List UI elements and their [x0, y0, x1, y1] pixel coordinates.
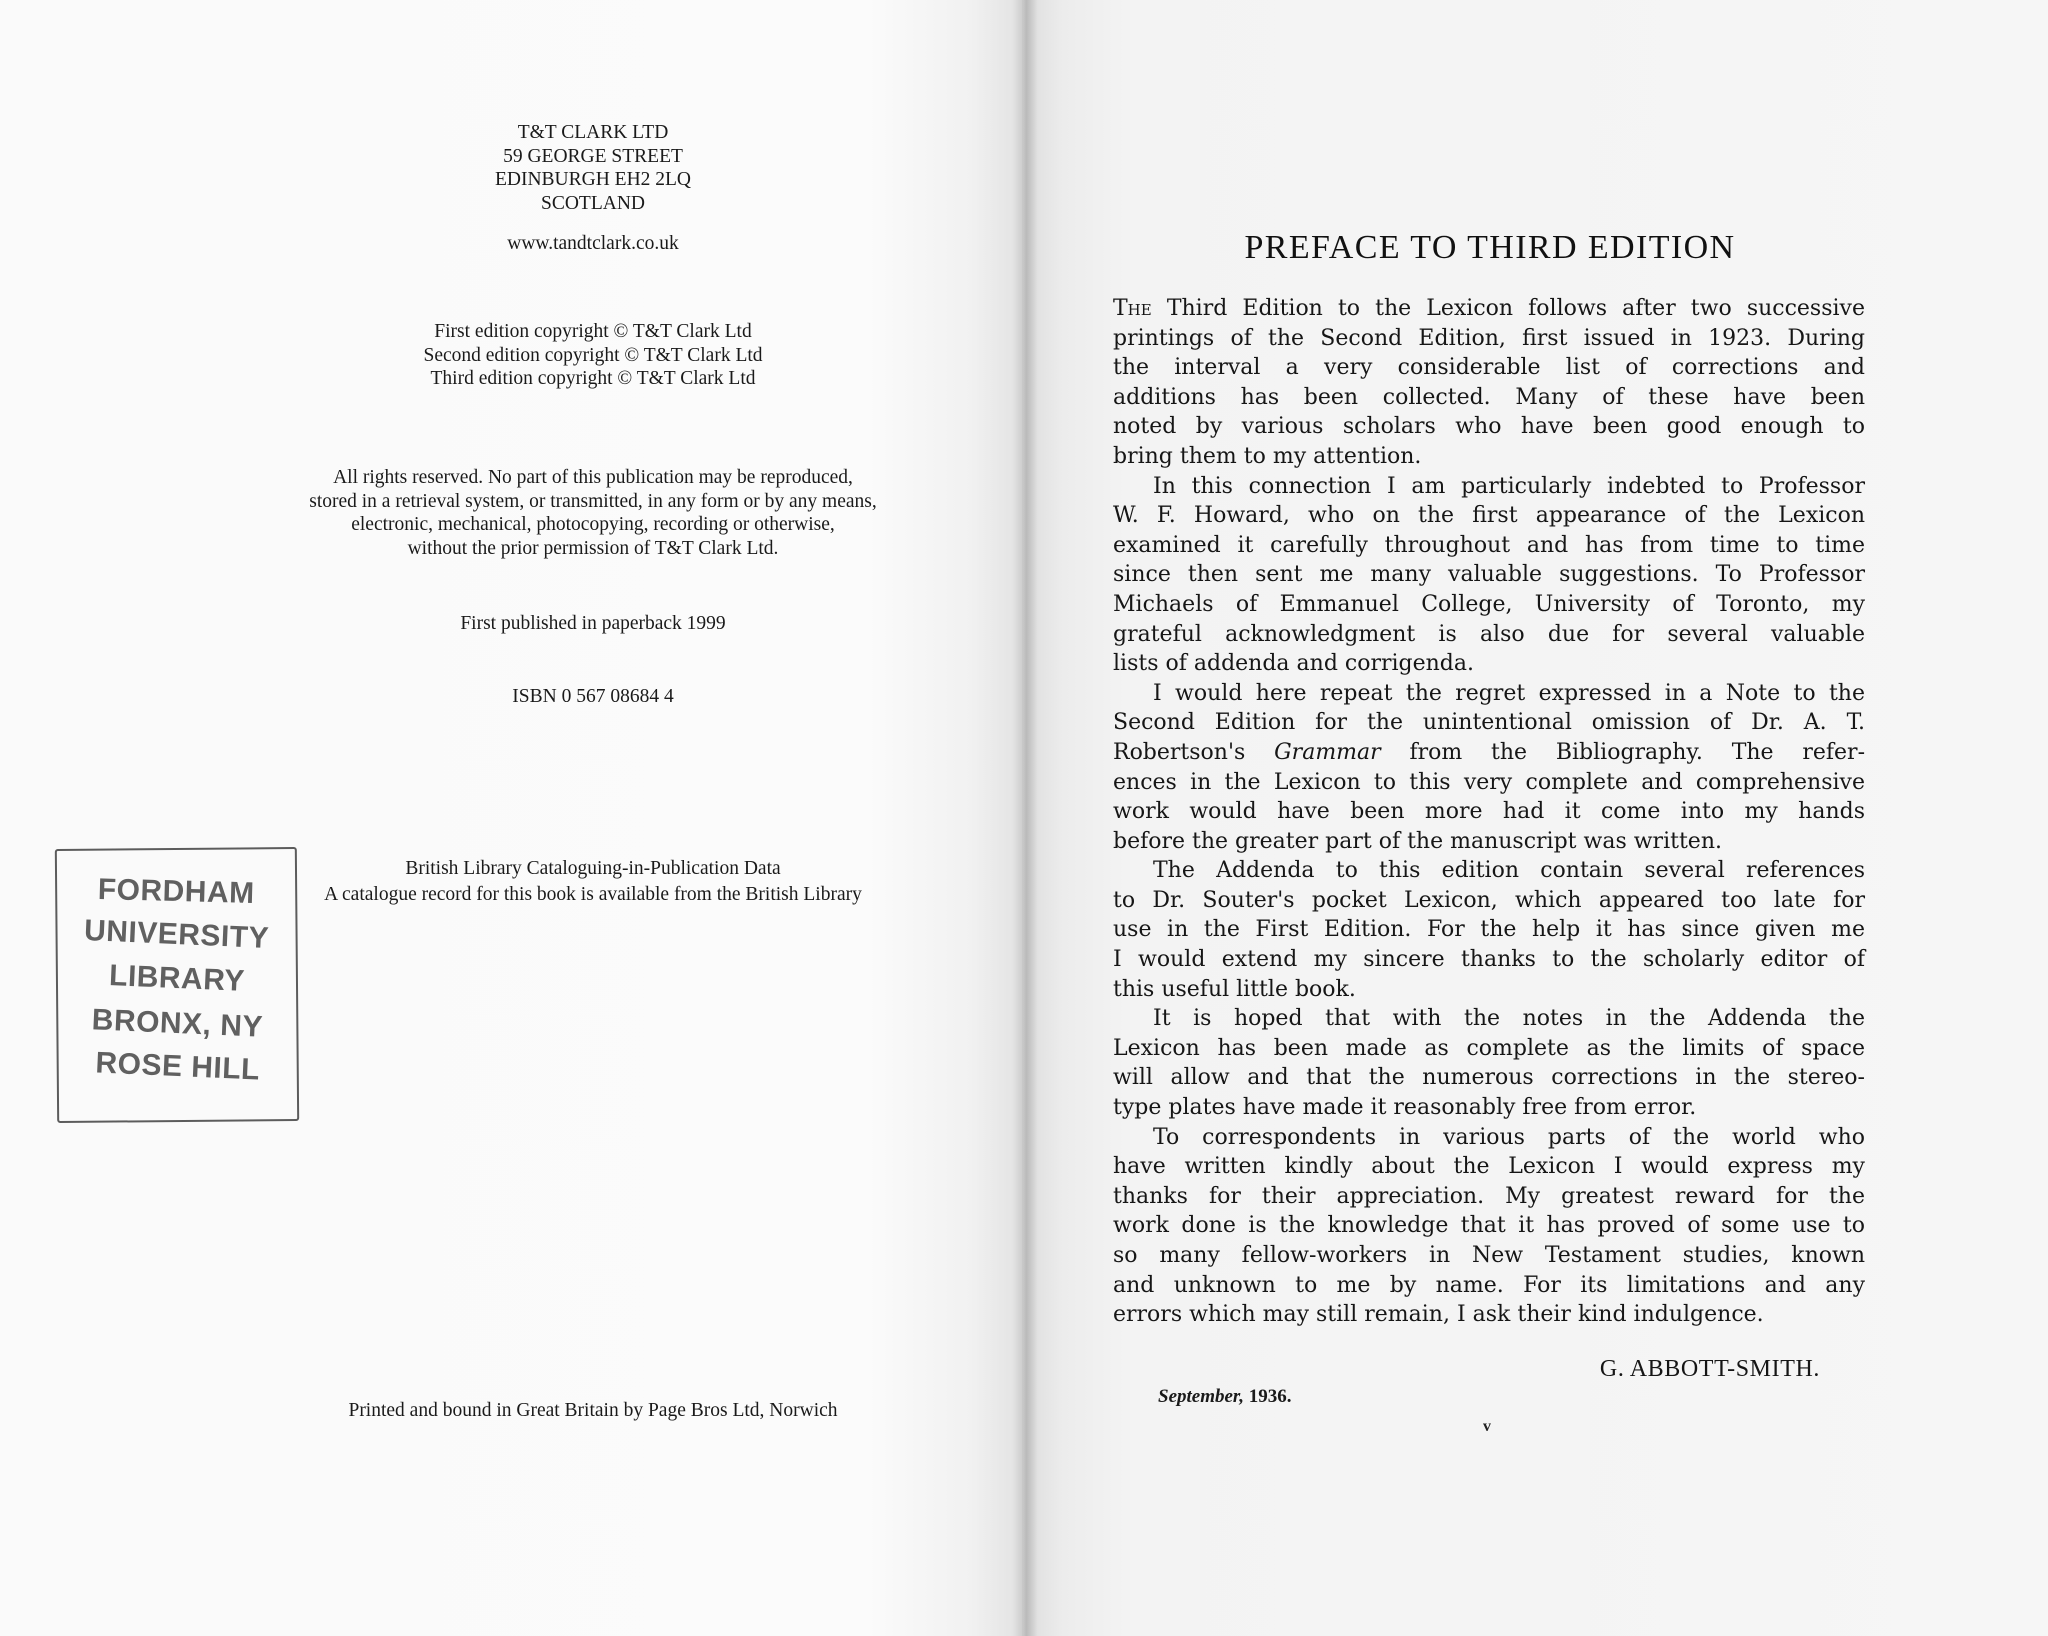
preface-line-text: have written kindly about the Lexicon I would express my: [1113, 1154, 1865, 1180]
stamp-line: LIBRARY: [108, 959, 246, 998]
preface-line: [1113, 856, 1865, 886]
preface-line: [1113, 1300, 1865, 1330]
preface-line: [1113, 1034, 1865, 1064]
preface-line-text: thanks for their appreciation. My greatest reward for the: [1113, 1183, 1865, 1209]
preface-line-text: Robertson's: [1113, 739, 1275, 765]
preface-line: [1113, 827, 1865, 857]
preface-line: [1113, 1093, 1865, 1123]
stamp-line: UNIVERSITY: [83, 913, 270, 956]
preface-line: [1113, 412, 1865, 442]
publisher-address-line: T&T CLARK LTD: [517, 122, 669, 143]
copyright-line: First edition copyright © T&T Clark Ltd: [434, 321, 752, 342]
preface-title: PREFACE TO THIRD EDITION: [1244, 229, 1736, 266]
preface-line: [1113, 590, 1865, 620]
first-published-line: First published in paperback 1999: [460, 613, 726, 634]
preface-line: [1113, 679, 1865, 709]
preface-line-text: additions has been collected. Many of these have been: [1113, 384, 1865, 410]
preface-line: [1113, 501, 1865, 531]
preface-line-text: grateful acknowledgment is also due for several valuable: [1113, 621, 1865, 647]
author-signature: G. ABBOTT-SMITH.: [1599, 1356, 1820, 1382]
preface-line: [1113, 886, 1865, 916]
preface-line-text: errors which may still remain, I ask their kind indulgence.: [1113, 1302, 1764, 1328]
preface-line-text: Michaels of Emmanuel College, University of Toronto, my: [1113, 591, 1865, 617]
printer-line: Printed and bound in Great Britain by Page Bros Ltd, Norwich: [348, 1400, 838, 1421]
preface-line-text: use in the First Edition. For the help it has since given me: [1113, 917, 1865, 943]
preface-line: [1113, 620, 1865, 650]
preface-line-text: Third Edition to the Lexicon follows after two successive: [1151, 296, 1865, 321]
preface-line-text: before the greater part of the manuscript was written.: [1113, 828, 1722, 854]
preface-line-text: so many fellow-workers in New Testament studies, known: [1113, 1243, 1865, 1268]
preface-line-text: Second Edition for the unintentional omission of Dr. A. T.: [1113, 710, 1865, 736]
preface-line-text: lists of addenda and corrigenda.: [1113, 651, 1474, 677]
preface-line-text: printings of the Second Edition, first issued in 1923. During: [1113, 325, 1865, 351]
preface-line-text: In this connection I am particularly indebted to Professor: [1153, 473, 1865, 499]
publisher-address-line: SCOTLAND: [540, 192, 645, 214]
stamp-line: FORDHAM: [97, 872, 256, 911]
preface-line-text: work would have been more had it come into my hands: [1113, 799, 1865, 825]
stamp-line: ROSE HILL: [94, 1046, 261, 1087]
preface-line: [1113, 738, 1865, 768]
preface-line: [1113, 560, 1865, 590]
preface-line: [1113, 1211, 1865, 1241]
preface-line-text: examined it carefully throughout and has from time to time: [1113, 532, 1865, 558]
preface-line-text: bring them to my attention.: [1113, 443, 1422, 469]
rights-line: stored in a retrieval system, or transmitted, in any form or by any means,: [309, 490, 877, 512]
preface-line-text: from the Bibliography. The refer-: [1380, 739, 1865, 765]
preface-line: [1113, 531, 1865, 561]
copyright-notices: [193, 320, 993, 391]
preface-line-text: and unknown to me by name. For its limitations and any: [1113, 1272, 1865, 1298]
stamp-line: BRONX, NY: [91, 1003, 264, 1044]
preface-line-text: work done is the knowledge that it has proved of some use to: [1113, 1213, 1865, 1239]
preface-line-text: Lexicon has been made as complete as the limits of space: [1113, 1035, 1865, 1061]
preface-line: [1113, 324, 1865, 354]
preface-line-text: The Addenda to this edition contain several references: [1153, 858, 1865, 884]
preface-line: [1113, 1123, 1865, 1153]
preface-line: [1113, 708, 1865, 738]
publisher-address-line: 59 GEORGE STREET: [503, 145, 683, 167]
preface-line-text: To correspondents in various parts of the world who: [1153, 1124, 1865, 1150]
preface-line-text: will allow and that the numerous corrections in the stereo-: [1113, 1065, 1865, 1091]
preface-line: [1113, 1004, 1865, 1034]
isbn-line: ISBN 0 567 08684 4: [512, 686, 674, 707]
book-gutter: [1012, 0, 1038, 1636]
page-folio: v: [1483, 1418, 1491, 1435]
preface-line: [1113, 649, 1865, 679]
preface-line-text: noted by various scholars who have been good enough to: [1113, 414, 1865, 440]
copyright-line: Third edition copyright © T&T Clark Ltd: [430, 368, 756, 389]
date-year: 1936.: [1248, 1386, 1292, 1407]
preface-line: [1113, 768, 1865, 798]
preface-line: [1113, 975, 1865, 1005]
cataloguing-data: [253, 856, 933, 908]
preface-line: [1113, 1182, 1865, 1212]
preface-line: [1113, 294, 1865, 324]
copyright-page: [0, 0, 1022, 1636]
preface-line-text: since then sent me many valuable suggestions. To Professor: [1113, 562, 1865, 588]
preface-line: [1113, 383, 1865, 413]
preface-line: [1113, 1063, 1865, 1093]
preface-line: [1113, 1271, 1865, 1301]
preface-italic-title: Grammar: [1274, 739, 1381, 765]
cataloguing-line: British Library Cataloguing-in-Publication Data: [405, 858, 781, 879]
preface-line: [1113, 353, 1865, 383]
preface-line: [1113, 915, 1865, 945]
preface-lead-word: The: [1113, 296, 1152, 321]
preface-line-text: this useful little book.: [1113, 976, 1356, 1002]
preface-line: [1113, 1152, 1865, 1182]
preface-line-text: It is hoped that with the notes in the Addenda the: [1153, 1006, 1865, 1032]
publisher-address: [193, 121, 993, 215]
rights-line: electronic, mechanical, photocopying, recording or otherwise,: [351, 514, 835, 535]
preface-line: [1113, 442, 1865, 472]
copyright-line: Second edition copyright © T&T Clark Ltd: [423, 344, 763, 366]
preface-line-text: the interval a very considerable list of corrections and: [1113, 355, 1865, 381]
preface-line-text: type plates have made it reasonably free from error.: [1113, 1095, 1697, 1121]
preface-date: [1158, 1386, 1292, 1408]
library-stamp: [55, 847, 299, 1123]
preface-line-text: W. F. Howard, who on the first appearance of the Lexicon: [1113, 503, 1865, 529]
cataloguing-line: A catalogue record for this book is available from the British Library: [324, 884, 862, 905]
preface-line-text: ences in the Lexicon to this very complete and comprehensive: [1113, 769, 1865, 795]
date-month: September,: [1158, 1386, 1245, 1407]
rights-line: All rights reserved. No part of this publication may be reproduced,: [333, 467, 853, 488]
preface-line-text: to Dr. Souter's pocket Lexicon, which appeared too late for: [1113, 887, 1865, 913]
preface-line-text: I would here repeat the regret expressed in a Note to the: [1153, 680, 1865, 706]
preface-body: [1113, 294, 1865, 1330]
publisher-address-line: EDINBURGH EH2 2LQ: [494, 169, 692, 190]
rights-notice: [193, 466, 993, 560]
preface-line: [1113, 945, 1865, 975]
preface-line-text: I would extend my sincere thanks to the scholarly editor of: [1113, 947, 1865, 973]
preface-line: [1113, 472, 1865, 502]
rights-line: without the prior permission of T&T Clark Ltd.: [407, 537, 779, 559]
publisher-website: www.tandtclark.co.uk: [507, 233, 679, 254]
preface-line: [1113, 1241, 1865, 1271]
preface-line: [1113, 797, 1865, 827]
